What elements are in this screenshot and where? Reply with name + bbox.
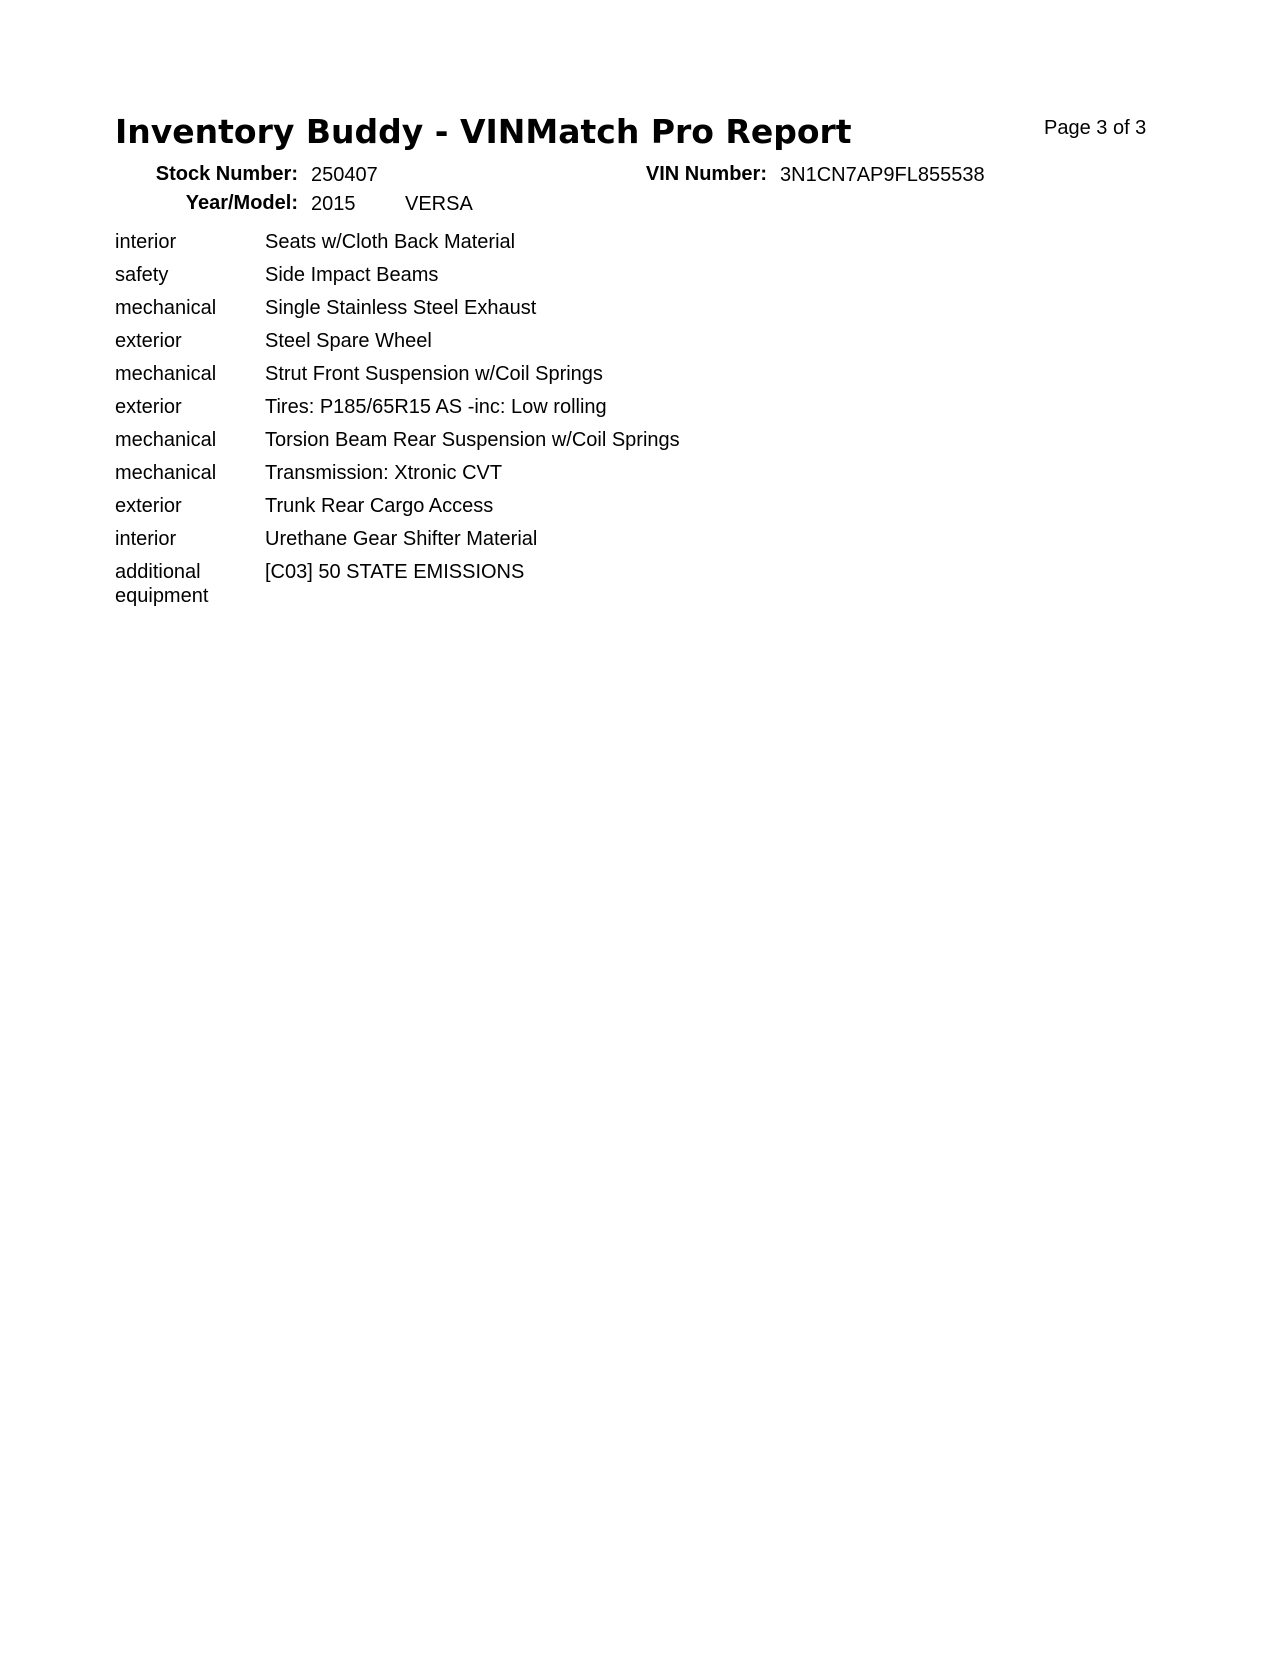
stock-number-value: 250407 xyxy=(311,164,378,186)
vin-number-label: VIN Number: xyxy=(645,163,767,185)
equipment-row xyxy=(115,329,1115,353)
stock-number-label: Stock Number: xyxy=(155,163,298,185)
year-model-label: Year/Model: xyxy=(185,192,298,214)
equipment-category: exterior xyxy=(115,396,182,418)
equipment-row xyxy=(115,362,1115,386)
equipment-category: mechanical xyxy=(115,429,217,451)
equipment-category: exterior xyxy=(115,330,182,352)
equipment-category: interior xyxy=(115,528,177,550)
equipment-row xyxy=(115,560,1115,608)
page-indicator: Page 3 of 3 xyxy=(1044,117,1147,139)
equipment-description: Trunk Rear Cargo Access xyxy=(265,495,494,517)
equipment-row xyxy=(115,494,1115,518)
equipment-category: mechanical xyxy=(115,363,217,385)
year-value: 2015 xyxy=(311,193,356,215)
equipment-category: interior xyxy=(115,231,177,253)
equipment-row xyxy=(115,263,1115,287)
equipment-category: additional equipment xyxy=(115,561,209,607)
equipment-description: Side Impact Beams xyxy=(265,264,439,286)
equipment-description: Strut Front Suspension w/Coil Springs xyxy=(265,363,603,385)
equipment-row xyxy=(115,395,1115,419)
equipment-row xyxy=(115,296,1115,320)
equipment-row xyxy=(115,230,1115,254)
equipment-description: Urethane Gear Shifter Material xyxy=(265,528,538,550)
equipment-description: Steel Spare Wheel xyxy=(265,330,432,352)
equipment-list xyxy=(115,230,1115,617)
equipment-category: safety xyxy=(115,264,169,286)
equipment-row xyxy=(115,461,1115,485)
equipment-description: Seats w/Cloth Back Material xyxy=(265,231,516,253)
vin-number-value: 3N1CN7AP9FL855538 xyxy=(780,164,985,186)
equipment-category: mechanical xyxy=(115,462,217,484)
model-value: VERSA xyxy=(405,193,473,215)
equipment-description: Torsion Beam Rear Suspension w/Coil Springs xyxy=(265,429,680,451)
equipment-row xyxy=(115,428,1115,452)
report-title: Inventory Buddy - VINMatch Pro Report xyxy=(115,112,852,151)
equipment-category: mechanical xyxy=(115,297,217,319)
equipment-description: [C03] 50 STATE EMISSIONS xyxy=(265,561,525,583)
equipment-category: exterior xyxy=(115,495,182,517)
equipment-description: Transmission: Xtronic CVT xyxy=(265,462,503,484)
equipment-description: Tires: P185/65R15 AS -inc: Low rolling xyxy=(265,396,607,418)
equipment-row xyxy=(115,527,1115,551)
equipment-description: Single Stainless Steel Exhaust xyxy=(265,297,537,319)
